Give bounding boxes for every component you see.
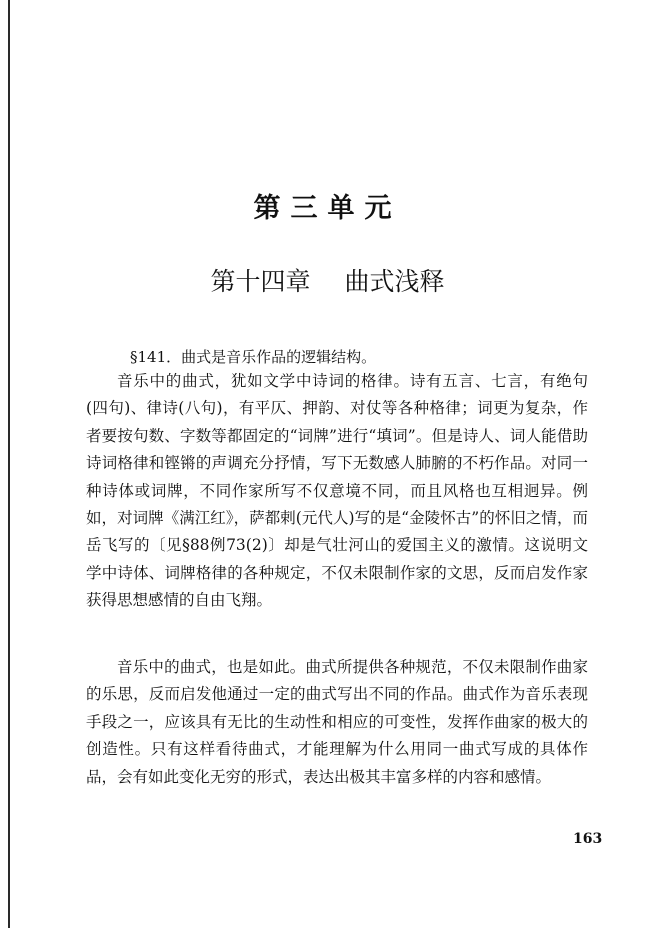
chapter-name: 曲式浅释 [344, 267, 445, 296]
body-paragraph: 音乐中的曲式，犹如文学中诗词的格律。诗有五言、七言，有绝句(四句)、律诗(八句)，有平仄、押韵、对仗等各种格律；词更为复杂，作者要按句数、字数等都固定的“词牌”进行“填词”。但是诗人、词人能借助诗词格律和铿锵的声调充分抒情，写下无数感人肺腑的不朽作品。对同一种诗体或词牌，不同作家所写不仅意境不同，而且风格也互相迥异。例如，对词牌《满江红》，萨都剌(元代人)写的是“金陵怀古”的怀旧之情，而岳飞写的〔见§88例73(2)〕却是气壮河山的爱国主义的激情。这说明文学中诗体、词牌格律的各种规定，不仅未限制作家的文思，反而启发作家获得思想感情的自由飞翔。 [86, 372, 588, 610]
chapter-title [0, 262, 655, 298]
body-paragraph: 音乐中的曲式，也是如此。曲式所提供各种规范，不仅未限制作曲家的乐思，反而启发他通过一定的曲式写出不同的作品。曲式作为音乐表现手段之一，应该具有无比的生动性和相应的可变性，发挥作曲家的极大的创造性。只有这样看待曲式，才能理解为什么用同一曲式写成的具体作品，会有如此变化无穷的形式，表达出极其丰富多样的内容和感情。 [86, 658, 588, 786]
unit-title: 第三单元 [253, 193, 402, 224]
chapter-number: 第十四章 [210, 267, 311, 296]
page-number: 163 [573, 831, 603, 847]
binding-edge [8, 0, 10, 928]
section-heading: §141．曲式是音乐作品的逻辑结构。 [130, 348, 377, 366]
